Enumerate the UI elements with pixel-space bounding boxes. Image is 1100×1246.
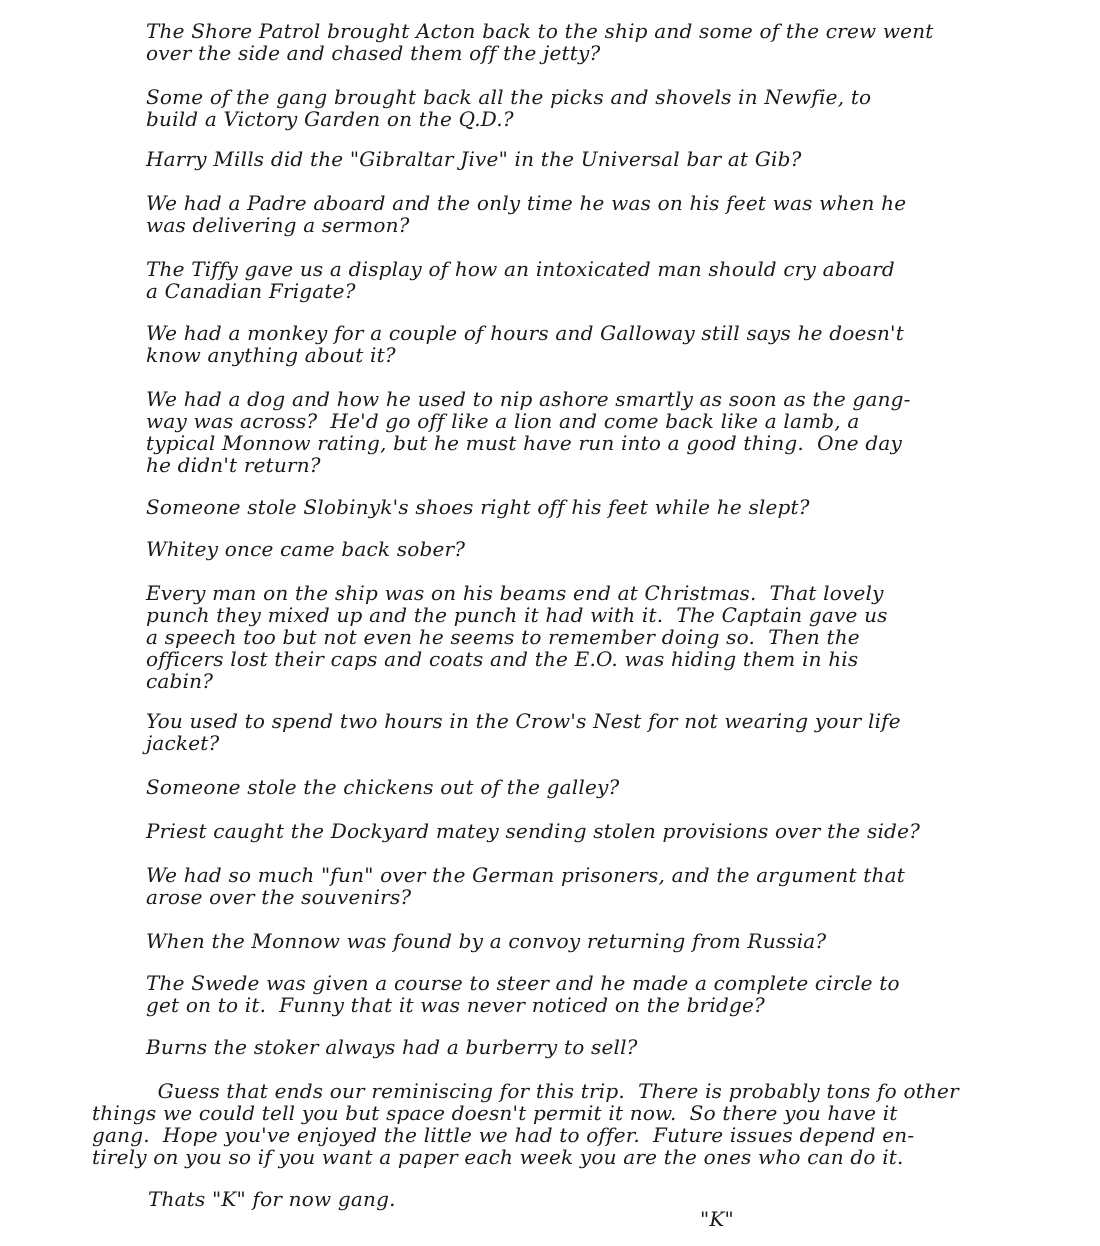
reminiscence-item: Someone stole Slobinyk's shoes right off his feet while he slept?: [146, 495, 810, 519]
reminiscence-item: Every man on the ship was on his beams end at Christmas. That lovely punch they mixed up and the punch it had with it. The Captain gave us a speech too but not even he seems to remember doing so. Then the officers lost their caps and coats and the E.O. was hiding them in his cabin?: [146, 581, 888, 693]
signature: "K": [700, 1207, 734, 1231]
reminiscence-item: You used to spend two hours in the Crow's Nest for not wearing your life jacket?: [146, 709, 901, 755]
reminiscence-item: Harry Mills did the "Gibraltar Jive" in the Universal bar at Gib?: [146, 147, 802, 171]
reminiscence-item: Someone stole the chickens out of the galley?: [146, 775, 620, 799]
reminiscence-item: The Tiffy gave us a display of how an intoxicated man should cry aboard a Canadian Frigate?: [146, 257, 895, 303]
reminiscence-item: Some of the gang brought back all the picks and shovels in Newfie, to build a Victory Garden on the Q.D.?: [146, 85, 872, 131]
reminiscence-item: The Swede was given a course to steer and he made a complete circle to get on to it. Funny that it was never noticed on the bridge?: [146, 971, 900, 1017]
reminiscence-item: When the Monnow was found by a convoy returning from Russia?: [146, 929, 827, 953]
closing-paragraph: Guess that ends our reminiscing for this trip. There is probably tons fo other things we could tell you but space doesn't permit it now. So there you have it gang. Hope you've enjoyed the little we had to offer. Future issues depend en- tirely on you so if you want a paper each week you are the ones who can do it.: [92, 1079, 959, 1169]
reminiscence-item: We had a Padre aboard and the only time he was on his feet was when he was delivering a sermon?: [146, 191, 907, 237]
reminiscence-item: We had a monkey for a couple of hours and Galloway still says he doesn't know anything about it?: [146, 321, 904, 367]
reminiscence-item: The Shore Patrol brought Acton back to the ship and some of the crew went over the side and chased them off the jetty?: [146, 19, 934, 65]
reminiscence-item: Burns the stoker always had a burberry to sell?: [146, 1035, 638, 1059]
reminiscence-item: Whitey once came back sober?: [146, 537, 466, 561]
sign-off: Thats "K" for now gang.: [148, 1187, 396, 1211]
reminiscence-item: We had so much "fun" over the German prisoners, and the argument that arose over the souvenirs?: [146, 863, 905, 909]
reminiscence-item: Priest caught the Dockyard matey sending stolen provisions over the side?: [146, 819, 921, 843]
reminiscence-item: We had a dog and how he used to nip ashore smartly as soon as the gang- way was across? He'd go off like a lion and come back like a lamb, a typical Monnow rating, but he must have run into a good thing. One day he didn't return?: [146, 387, 911, 477]
